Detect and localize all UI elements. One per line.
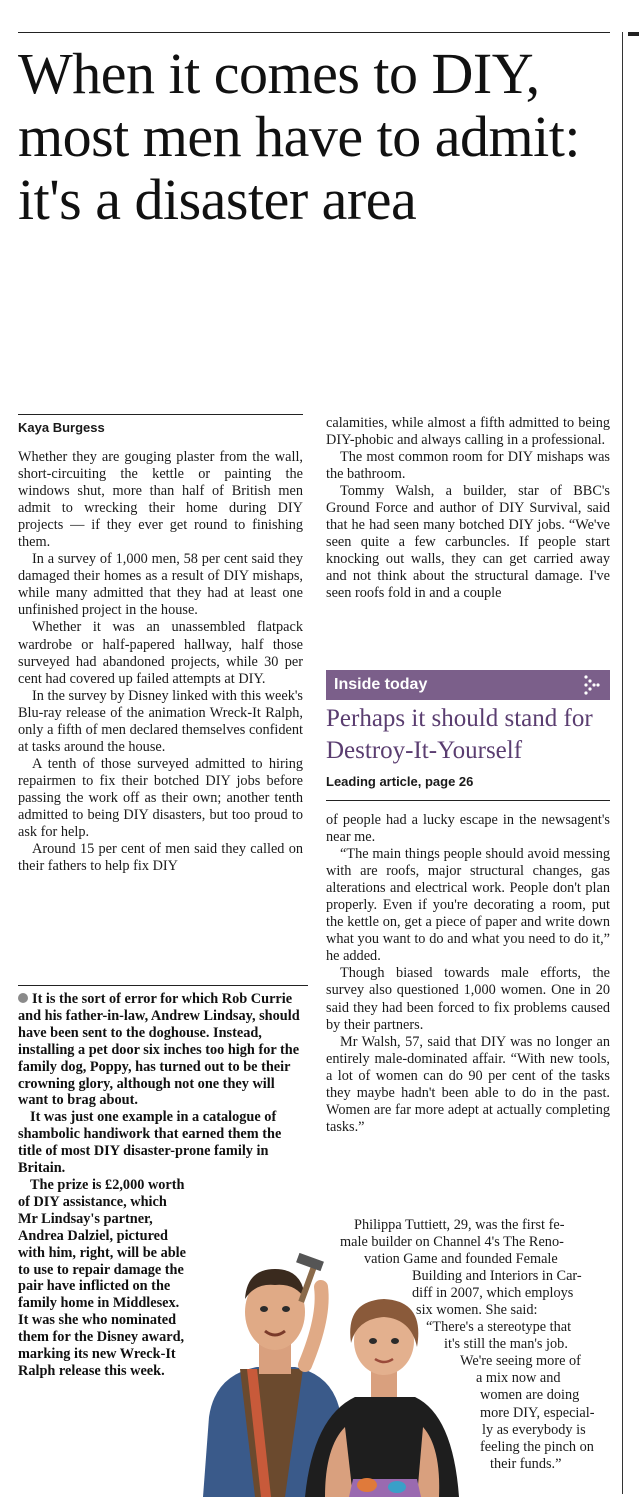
paragraph: In a survey of 1,000 men, 58 per cent said they damaged their homes as a result of DIY mishaps, while many admitted that they had at least one unfinished project in the house.	[18, 551, 303, 619]
article-column-2-wrap	[326, 1217, 610, 1473]
text-line: ly as everybody is	[482, 1421, 586, 1438]
inside-today-label: Inside today	[334, 676, 428, 693]
paragraph: “The main things people should avoid messing with are roofs, major structural changes, gas alterations and electrical work. People don't plan properly. Even if you're decorating a room, put the kettle on, get a piece of paper and write down what you want to do and what you need to do it,” he added.	[326, 846, 610, 965]
byline: Kaya Burgess	[18, 420, 105, 435]
paragraph: Though biased towards male efforts, the survey also questioned 1,000 women. One in 20 said they had been forced to fix problems caused by their partners.	[326, 965, 610, 1033]
text-line: “There's a stereotype that	[426, 1319, 572, 1336]
text-line: it's still the man's job.	[444, 1336, 568, 1353]
inside-today-reference: Leading article, page 26	[326, 774, 474, 789]
paragraph: Around 15 per cent of men said they called on their fathers to help fix DIY	[18, 841, 303, 875]
paragraph: A tenth of those surveyed admitted to hiring repairmen to fix their botched DIY jobs before passing the work off as their own; another tenth admitted to being DIY disasters, but too proud to ask for help.	[18, 755, 303, 841]
caption-paragraph: It was just one example in a catalogue of shambolic handiwork that earned them the title of most DIY disaster-prone family in Britain.	[18, 1109, 282, 1177]
paragraph: The most common room for DIY mishaps was the bathroom.	[326, 449, 610, 483]
text-line: diff in 2007, which employs	[412, 1285, 574, 1302]
text-line: their funds.”	[490, 1455, 562, 1472]
text-line: vation Game and founded Female	[364, 1251, 558, 1268]
headline: When it comes to DIY, most men have to admit: it's a disaster area	[18, 41, 580, 232]
text-line: a mix now and	[476, 1370, 561, 1387]
paragraph: of people had a lucky escape in the newsagent's near me.	[326, 812, 610, 846]
byline-rule	[18, 414, 303, 415]
text-line: We're seeing more of	[460, 1353, 581, 1370]
inside-today-headline[interactable]: Perhaps it should stand for Destroy-It-Yourself	[326, 705, 593, 764]
caption-paragraph: The prize is £2,000 worth of DIY assistance, which Mr Lindsay's partner, Andrea Dalziel, pictured with him, right, will be able to use to repair damage the pair have inflicted on the family home in Middlesex. It was she who nominated them for the Disney award, marking its new Wreck-It Ralph release this week.	[18, 1176, 186, 1379]
text-line: more DIY, especial-	[480, 1404, 595, 1421]
teaser-rule	[326, 800, 610, 801]
paragraph: In the survey by Disney linked with this week's Blu-ray release of the animation Wreck-It Ralph, only a fifth of men declared themselves confident at tasks around the house.	[18, 687, 303, 755]
caption-paragraph: It is the sort of error for which Rob Currie and his father-in-law, Andrew Lindsay, should have been sent to the doghouse. Instead, installing a pet door six inches too high for the family dog, Poppy, has turned out to be their crowning glory, although not one they will want to brag about.	[18, 991, 300, 1109]
top-rule	[18, 32, 610, 33]
page-edge-mark	[628, 32, 639, 36]
text-line: women are doing	[480, 1387, 580, 1404]
chevron-dots-icon	[582, 674, 602, 696]
article-column-1	[18, 449, 303, 875]
paragraph: Mr Walsh, 57, said that DIY was no longer an entirely male-dominated affair. “With new tools, a lot of women can do 90 per cent of the tasks they maybe hadn't been able to do in the past. Women are far more adept at actually completing tasks.”	[326, 1033, 610, 1135]
paragraph: calamities, while almost a fifth admitted to being DIY-phobic and always calling in a professional.	[326, 415, 610, 449]
article-column-2-top	[326, 415, 610, 603]
paragraph: Tommy Walsh, a builder, star of BBC's Ground Force and author of DIY Survival, said that he had seen many botched DIY jobs. “We've seen quite a few carbuncles. If people start knocking out walls, they can get carried away and not think about the structural damage. I've seen roofs fold in and a couple	[326, 483, 610, 602]
article-column-2-middle	[326, 812, 610, 1136]
paragraph: Whether it was an unassembled flatpack wardrobe or half-papered hallway, half those surveyed had abandoned projects, while 30 per cent had covered up failed attempts at DIY.	[18, 619, 303, 687]
text-line: Philippa Tuttiett, 29, was the first fe-	[354, 1217, 565, 1233]
inside-today-banner[interactable]	[326, 670, 610, 700]
text-line: male builder on Channel 4's The Reno-	[340, 1234, 564, 1251]
text-line: feeling the pinch on	[480, 1438, 594, 1455]
paragraph: Whether they are gouging plaster from the wall, short-circuiting the kettle or painting the windows shut, more than half of British men admit to wrecking their home during DIY projects — if they ever get round to finishing them.	[18, 449, 303, 551]
text-line: Building and Interiors in Car-	[412, 1268, 582, 1285]
caption-rule	[18, 985, 308, 986]
bullet-icon	[18, 993, 28, 1003]
text-line: six women. She said:	[416, 1302, 538, 1319]
column-divider	[622, 32, 623, 1494]
